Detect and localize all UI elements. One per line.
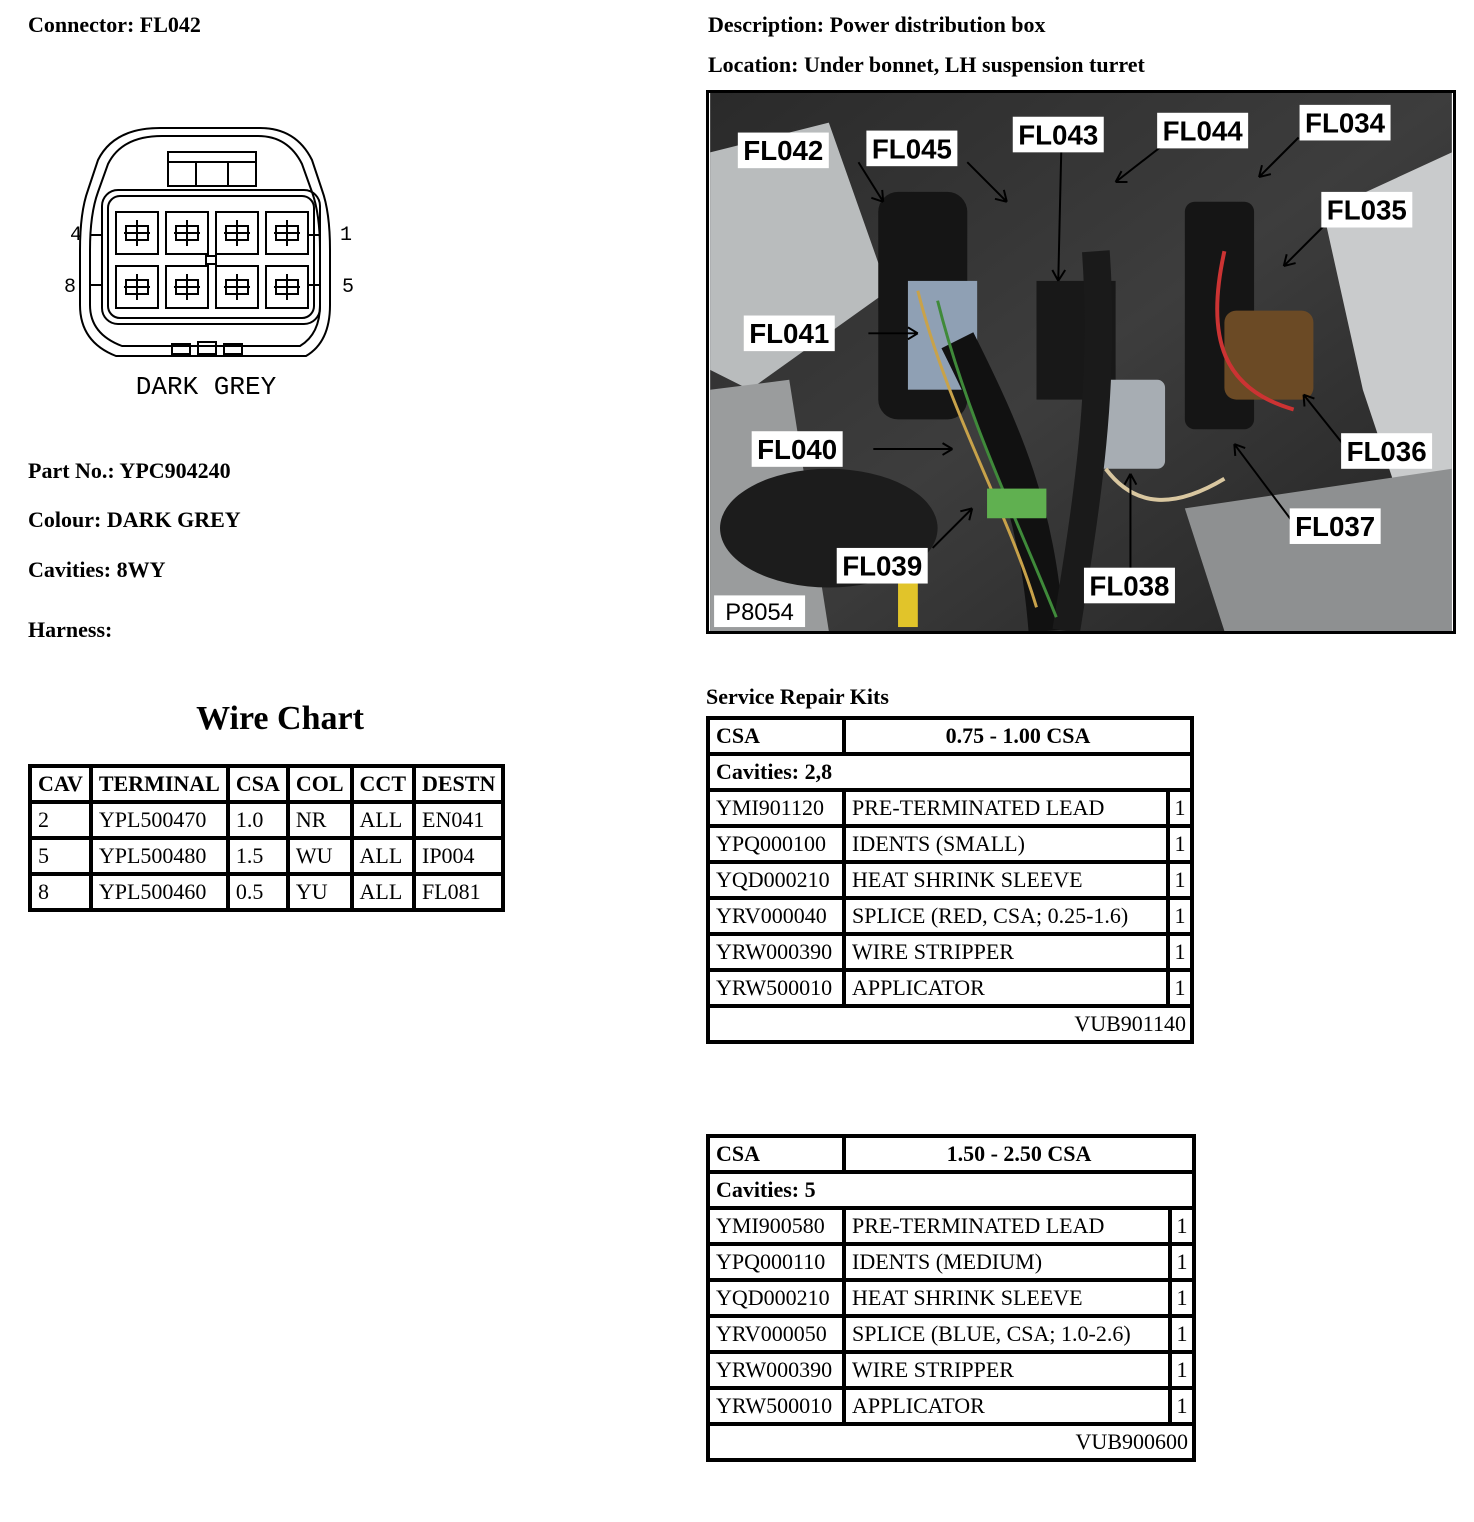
cell: 1.0 bbox=[228, 802, 288, 838]
cell: IP004 bbox=[414, 838, 503, 874]
table-row bbox=[708, 1208, 1194, 1244]
header-csa: CSA bbox=[228, 766, 288, 802]
photo-label-fl037-text: FL037 bbox=[1295, 511, 1376, 543]
description-text: Description: Power distribution box bbox=[708, 12, 1046, 37]
kit-number: VUB900600 bbox=[708, 1424, 1194, 1460]
part-description: SPLICE (RED, CSA; 0.25-1.6) bbox=[844, 898, 1168, 934]
part-qty: 1 bbox=[1168, 826, 1192, 862]
csa-label: CSA bbox=[708, 1136, 844, 1172]
part-qty: 1 bbox=[1168, 790, 1192, 826]
part-description: WIRE STRIPPER bbox=[844, 934, 1168, 970]
cell: 8 bbox=[30, 874, 91, 910]
colour-text: Colour: DARK GREY bbox=[28, 507, 241, 532]
table-row bbox=[708, 1352, 1194, 1388]
cell: EN041 bbox=[414, 802, 503, 838]
photo-label-fl036 bbox=[1341, 433, 1432, 469]
csa-label: CSA bbox=[708, 718, 844, 754]
header-terminal: TERMINAL bbox=[91, 766, 228, 802]
part-qty: 1 bbox=[1170, 1244, 1194, 1280]
part-description: IDENTS (SMALL) bbox=[844, 826, 1168, 862]
part-description: APPLICATOR bbox=[844, 1388, 1170, 1424]
photo-label-fl038-text: FL038 bbox=[1089, 570, 1170, 602]
photo-label-fl041 bbox=[744, 316, 835, 352]
photo-code bbox=[714, 595, 805, 627]
part-code: YRV000050 bbox=[708, 1316, 844, 1352]
cell: ALL bbox=[352, 838, 414, 874]
photo-label-fl035 bbox=[1321, 192, 1412, 228]
connector-title: Connector: FL042 bbox=[28, 12, 201, 37]
table-row bbox=[708, 1244, 1194, 1280]
kit-number: VUB901140 bbox=[708, 1006, 1192, 1042]
cavities-text: Cavities: 8WY bbox=[28, 557, 166, 582]
kit-number-row bbox=[708, 1424, 1194, 1460]
location-text: Location: Under bonnet, LH suspension turret bbox=[708, 52, 1145, 77]
colour-label: DARK GREY bbox=[135, 372, 277, 402]
kit-cavities-row bbox=[708, 754, 1192, 790]
photo-label-fl044-text: FL044 bbox=[1162, 115, 1243, 147]
table-row bbox=[708, 862, 1192, 898]
header-destn: DESTN bbox=[414, 766, 503, 802]
photo-label-fl044 bbox=[1157, 113, 1248, 149]
pin-1-label: 1 bbox=[340, 224, 353, 247]
photo-label-fl042 bbox=[738, 133, 829, 169]
part-code: YQD000210 bbox=[708, 1280, 844, 1316]
part-code: YRW000390 bbox=[708, 1352, 844, 1388]
part-description: APPLICATOR bbox=[844, 970, 1168, 1006]
part-code: YMI900580 bbox=[708, 1208, 844, 1244]
table-header-row bbox=[30, 766, 503, 802]
part-qty: 1 bbox=[1168, 934, 1192, 970]
part-description: HEAT SHRINK SLEEVE bbox=[844, 1280, 1170, 1316]
part-code: YRW000390 bbox=[708, 934, 844, 970]
part-description: WIRE STRIPPER bbox=[844, 1352, 1170, 1388]
part-code: YPQ000100 bbox=[708, 826, 844, 862]
photo-label-fl039 bbox=[837, 548, 928, 584]
table-row bbox=[708, 934, 1192, 970]
part-number: Part No.: YPC904240 bbox=[28, 458, 231, 483]
table-row bbox=[708, 1388, 1194, 1424]
kit-number-row bbox=[708, 1006, 1192, 1042]
kit-csa-row bbox=[708, 1136, 1194, 1172]
table-row bbox=[708, 1280, 1194, 1316]
photo-label-fl034-text: FL034 bbox=[1305, 107, 1386, 139]
header-col: COL bbox=[288, 766, 352, 802]
part-qty: 1 bbox=[1170, 1316, 1194, 1352]
connector-face-diagram bbox=[60, 120, 390, 410]
cell: YPL500480 bbox=[91, 838, 228, 874]
cell: WU bbox=[288, 838, 352, 874]
photo-label-fl035-text: FL035 bbox=[1326, 194, 1407, 226]
cell: 2 bbox=[30, 802, 91, 838]
photo-code-text: P8054 bbox=[725, 600, 794, 627]
wire-chart-table bbox=[28, 764, 505, 912]
table-row bbox=[30, 874, 503, 910]
cell: 5 bbox=[30, 838, 91, 874]
part-code: YMI901120 bbox=[708, 790, 844, 826]
photo-label-fl040-text: FL040 bbox=[757, 433, 838, 465]
part-qty: 1 bbox=[1170, 1352, 1194, 1388]
table-row bbox=[30, 802, 503, 838]
header-cav: CAV bbox=[30, 766, 91, 802]
photo-label-fl045-text: FL045 bbox=[871, 133, 952, 165]
photo-label-fl034 bbox=[1300, 105, 1391, 141]
cell: YU bbox=[288, 874, 352, 910]
kit-cavities: Cavities: 2,8 bbox=[708, 754, 1192, 790]
cell: ALL bbox=[352, 802, 414, 838]
table-row bbox=[708, 826, 1192, 862]
part-code: YQD000210 bbox=[708, 862, 844, 898]
photo-label-fl038 bbox=[1084, 568, 1175, 604]
photo-label-fl041-text: FL041 bbox=[749, 318, 830, 350]
pin-4-label: 4 bbox=[70, 224, 83, 247]
part-qty: 1 bbox=[1168, 898, 1192, 934]
cell: YPL500460 bbox=[91, 874, 228, 910]
photo-label-fl036-text: FL036 bbox=[1346, 435, 1427, 467]
table-row bbox=[708, 970, 1192, 1006]
cell: FL081 bbox=[414, 874, 503, 910]
kit-cavities: Cavities: 5 bbox=[708, 1172, 1194, 1208]
part-code: YRW500010 bbox=[708, 970, 844, 1006]
table-row bbox=[708, 898, 1192, 934]
csa-value: 1.50 - 2.50 CSA bbox=[844, 1136, 1194, 1172]
pin-8-label: 8 bbox=[64, 276, 77, 299]
part-qty: 1 bbox=[1168, 970, 1192, 1006]
part-description: IDENTS (MEDIUM) bbox=[844, 1244, 1170, 1280]
repair-kit-table-1 bbox=[706, 716, 1194, 1044]
harness-text: Harness: bbox=[28, 617, 113, 642]
table-row bbox=[708, 790, 1192, 826]
repair-kit-table-2 bbox=[706, 1134, 1196, 1462]
part-code: YPQ000110 bbox=[708, 1244, 844, 1280]
table-row bbox=[30, 838, 503, 874]
part-qty: 1 bbox=[1170, 1388, 1194, 1424]
kit-cavities-row bbox=[708, 1172, 1194, 1208]
part-description: PRE-TERMINATED LEAD bbox=[844, 1208, 1170, 1244]
table-row bbox=[708, 1316, 1194, 1352]
part-code: YRV000040 bbox=[708, 898, 844, 934]
part-code: YRW500010 bbox=[708, 1388, 844, 1424]
kit-csa-row bbox=[708, 718, 1192, 754]
part-description: HEAT SHRINK SLEEVE bbox=[844, 862, 1168, 898]
part-qty: 1 bbox=[1170, 1280, 1194, 1316]
csa-value: 0.75 - 1.00 CSA bbox=[844, 718, 1192, 754]
photo-label-fl045 bbox=[866, 131, 957, 167]
photo-label-fl039-text: FL039 bbox=[842, 550, 923, 582]
photo-label-fl043 bbox=[1013, 117, 1104, 153]
part-qty: 1 bbox=[1168, 862, 1192, 898]
photo-label-fl040 bbox=[752, 431, 843, 467]
wire-chart-title: Wire Chart bbox=[196, 700, 364, 737]
part-description: PRE-TERMINATED LEAD bbox=[844, 790, 1168, 826]
photo-label-fl043-text: FL043 bbox=[1018, 119, 1099, 151]
cell: 0.5 bbox=[228, 874, 288, 910]
cell: ALL bbox=[352, 874, 414, 910]
cell: YPL500470 bbox=[91, 802, 228, 838]
photo-label-fl042-text: FL042 bbox=[743, 135, 824, 167]
part-qty: 1 bbox=[1170, 1208, 1194, 1244]
kits-title: Service Repair Kits bbox=[706, 684, 889, 709]
header-cct: CCT bbox=[352, 766, 414, 802]
part-description: SPLICE (BLUE, CSA; 1.0-2.6) bbox=[844, 1316, 1170, 1352]
cell: NR bbox=[288, 802, 352, 838]
pin-5-label: 5 bbox=[342, 276, 355, 299]
cell: 1.5 bbox=[228, 838, 288, 874]
photo-label-fl037 bbox=[1290, 508, 1381, 544]
location-photo bbox=[706, 90, 1456, 634]
